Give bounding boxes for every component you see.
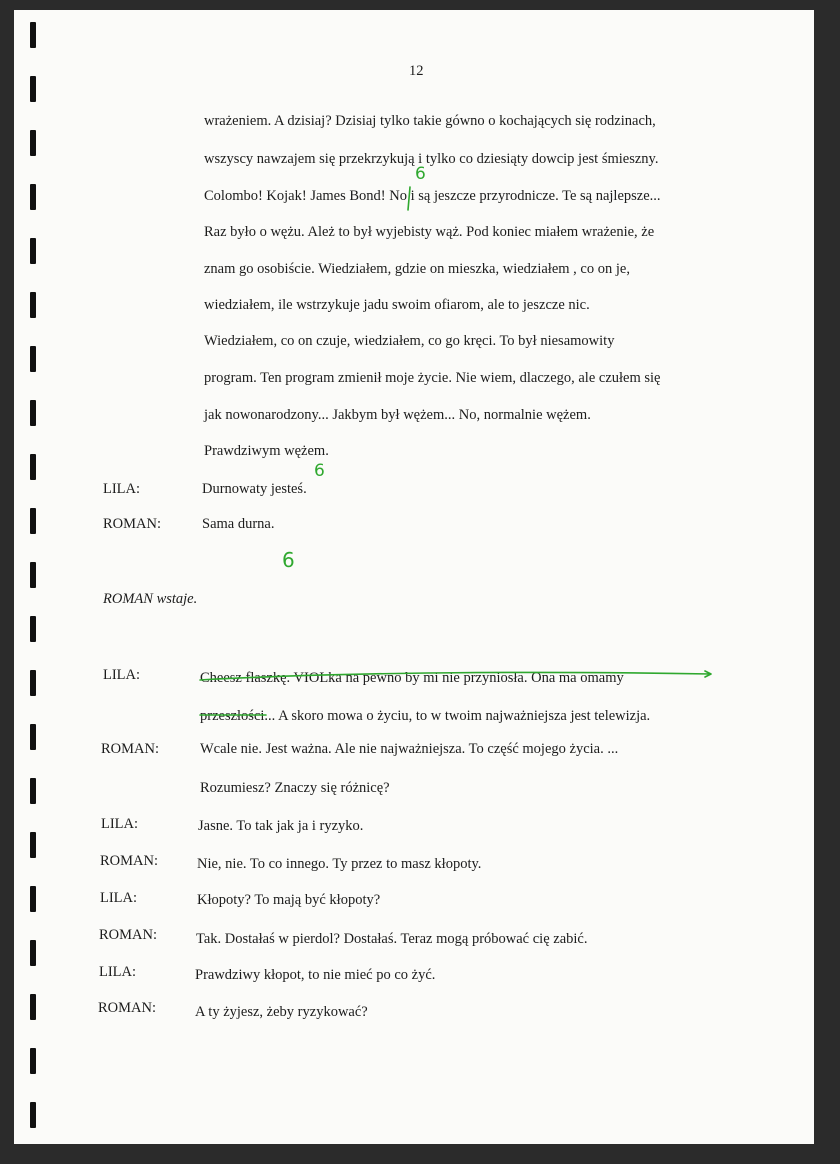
speaker-label: ROMAN:: [101, 741, 160, 757]
speaker-label: LILA:: [101, 816, 139, 832]
svg-text:6: 6: [415, 164, 426, 184]
binding-hole: [30, 778, 36, 804]
speaker-label: ROMAN:: [100, 853, 159, 869]
binding-hole: [30, 994, 36, 1020]
svg-text:6: 6: [282, 548, 295, 572]
binding-hole: [30, 832, 36, 858]
binding-hole: [30, 130, 36, 156]
dialogue-line: przeszłości... A skoro mowa o życiu, to w twoim najważniejsza jest telewizja.: [200, 708, 651, 724]
dialogue-line: Cheesz flaszkę. VIOLka na pewno by mi nie przyniosła. Ona ma omamy: [200, 670, 624, 686]
text-line: jak nowonarodzony... Jakbym był wężem... No, normalnie wężem.: [204, 407, 591, 423]
binding-hole: [30, 454, 36, 480]
speaker-label: ROMAN:: [103, 516, 162, 532]
dialogue-line: Wcale nie. Jest ważna. Ale nie najważniejsza. To część mojego życia. ...: [200, 741, 619, 757]
binding-hole: [30, 346, 36, 372]
text-line: wszyscy nawzajem się przekrzykują i tylko co dziesiąty dowcip jest śmieszny.: [204, 151, 659, 167]
text-line: znam go osobiście. Wiedziałem, gdzie on mieszka, wiedziałem , co on je,: [204, 261, 630, 277]
speaker-label: LILA:: [103, 481, 141, 497]
binding-hole: [30, 292, 36, 318]
text-line: wiedziałem, ile wstrzykuje jadu swoim ofiarom, ale to jeszcze nic.: [204, 297, 590, 313]
speaker-label: ROMAN:: [99, 927, 158, 943]
page-number: 12: [409, 63, 424, 79]
binding-hole: [30, 1048, 36, 1074]
speaker-label: LILA:: [103, 667, 141, 683]
dialogue-line: Tak. Dostałaś w pierdol? Dostałaś. Teraz mogą próbować cię zabić.: [196, 931, 588, 947]
binding-hole: [30, 616, 36, 642]
binding-hole: [30, 400, 36, 426]
binding-hole: [30, 22, 36, 48]
text-line: Wiedziałem, co on czuje, wiedziałem, co go kręci. To był niesamowity: [204, 333, 615, 349]
binding-hole: [30, 184, 36, 210]
dialogue-line: Sama durna.: [202, 516, 275, 532]
stage-direction-action: wstaje.: [152, 591, 198, 607]
text-line: program. Ten program zmienił moje życie. Nie wiem, dlaczego, ale czułem się: [204, 370, 661, 386]
dialogue-line: Nie, nie. To co innego. Ty przez to masz kłopoty.: [197, 856, 482, 872]
script-page: [14, 10, 814, 1144]
stage-direction-character: ROMAN: [103, 591, 153, 607]
text-line: Raz było o wężu. Ależ to był wyjebisty wąż. Pod koniec miałem wrażenie, że: [204, 224, 655, 240]
paragraph-mark: [282, 548, 295, 572]
dialogue-line: Jasne. To tak jak ja i ryzyko.: [198, 818, 364, 834]
binding-hole: [30, 562, 36, 588]
binding-hole: [30, 508, 36, 534]
speaker-label: LILA:: [99, 964, 137, 980]
stage-direction: [103, 590, 197, 608]
dialogue-line: Rozumiesz? Znaczy się różnicę?: [200, 780, 390, 796]
dialogue-line: Prawdziwy kłopot, to nie mieć po co żyć.: [195, 967, 436, 983]
speaker-label: LILA:: [100, 890, 138, 906]
speaker-label: ROMAN:: [98, 1000, 157, 1016]
binding-hole: [30, 886, 36, 912]
text-line: Colombo! Kojak! James Bond! No i są jeszcze przyrodnicze. Te są najlepsze...: [204, 188, 661, 204]
text-line: Prawdziwym wężem.: [204, 443, 329, 459]
binding-hole: [30, 1102, 36, 1128]
text-line: wrażeniem. A dzisiaj? Dzisiaj tylko takie gówno o kochających się rodzinach,: [204, 113, 656, 129]
svg-text:6: 6: [314, 461, 325, 481]
binding-hole: [30, 670, 36, 696]
binding-hole: [30, 940, 36, 966]
binding-hole: [30, 76, 36, 102]
dialogue-line: Durnowaty jesteś.: [202, 481, 307, 497]
dialogue-line: A ty żyjesz, żeby ryzykować?: [195, 1004, 368, 1020]
binding-hole: [30, 238, 36, 264]
paragraph-mark: [314, 461, 325, 481]
dialogue-line: Kłopoty? To mają być kłopoty?: [197, 892, 381, 908]
binding-hole: [30, 724, 36, 750]
